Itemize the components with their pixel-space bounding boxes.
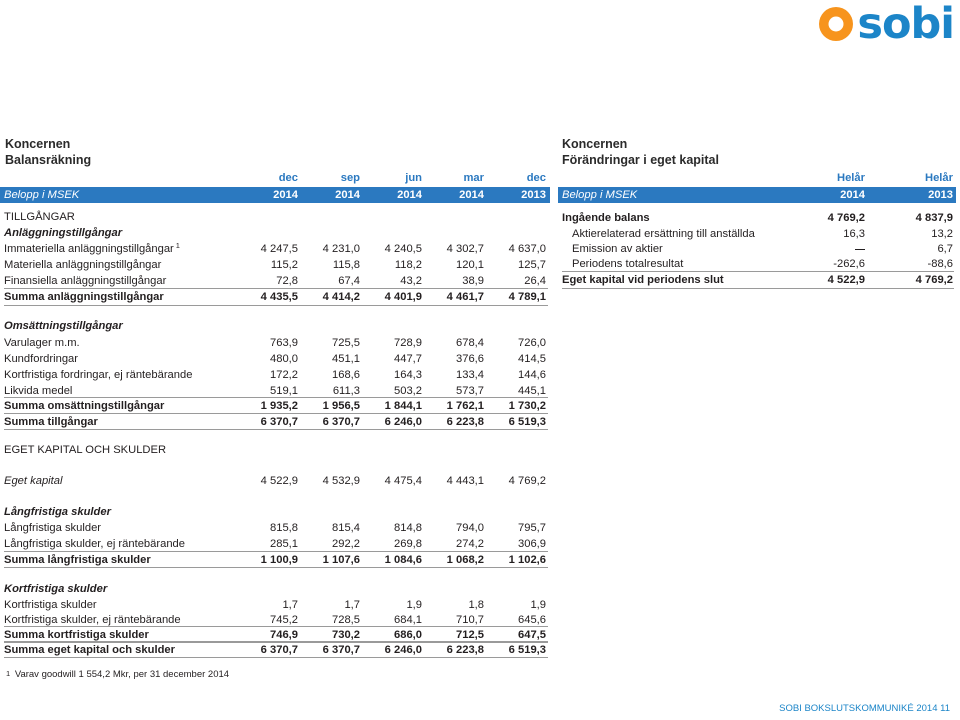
cell: 4 522,9 xyxy=(827,274,865,286)
cell: 4 769,2 xyxy=(915,274,953,286)
cell: 746,9 xyxy=(270,629,298,641)
sobi-logo-mark-icon xyxy=(818,6,854,42)
cell: 6 370,7 xyxy=(260,416,298,428)
cell: 133,4 xyxy=(456,369,484,381)
row-label: Långfristiga skulder, ej räntebärande xyxy=(4,538,185,550)
cell: 4 769,2 xyxy=(827,212,865,224)
table-row xyxy=(562,226,954,242)
cell: 1 762,1 xyxy=(446,400,484,412)
period-label: jun xyxy=(405,172,422,184)
cell: 763,9 xyxy=(270,337,298,349)
cell: 144,6 xyxy=(518,369,546,381)
cell: 4 231,0 xyxy=(322,243,360,255)
cell: 6 223,8 xyxy=(446,644,484,656)
table-row xyxy=(4,273,548,289)
cell: 6 246,0 xyxy=(384,416,422,428)
noncurrent-heading: Anläggningstillgångar xyxy=(4,227,123,239)
period-label: Helår xyxy=(837,172,865,184)
table-row xyxy=(4,241,548,257)
assets-heading: TILLGÅNGAR xyxy=(4,211,75,223)
footnote-marker: 1 xyxy=(175,241,180,250)
cell: 6 246,0 xyxy=(384,644,422,656)
year-label: 2014 xyxy=(273,189,298,201)
cell: 519,1 xyxy=(270,385,298,397)
cell: 4 247,5 xyxy=(260,243,298,255)
cell: 6 223,8 xyxy=(446,416,484,428)
cell: 815,8 xyxy=(270,522,298,534)
table-row xyxy=(562,210,954,226)
cell: 115,2 xyxy=(270,259,298,271)
unit-label: Belopp i MSEK xyxy=(4,189,80,201)
cell: 43,2 xyxy=(400,275,422,287)
sum-row xyxy=(4,551,548,568)
cell: 4 532,9 xyxy=(322,475,360,487)
cell: 445,1 xyxy=(518,385,546,397)
row-label: Immateriella anläggningstillgångar $^1$ xyxy=(4,241,180,255)
year-label: 2013 xyxy=(928,189,953,201)
cell: 645,6 xyxy=(518,614,546,626)
sum-row xyxy=(4,288,548,306)
cell: 125,7 xyxy=(518,259,546,271)
table-row xyxy=(4,335,548,351)
cell: 1 068,2 xyxy=(446,554,484,566)
row-label: Kundfordringar xyxy=(4,353,79,365)
cell: 795,7 xyxy=(518,522,546,534)
cell: 1 730,2 xyxy=(508,400,546,412)
table-row xyxy=(562,256,954,272)
cell: 13,2 xyxy=(931,228,953,240)
footnote xyxy=(6,669,229,680)
cell: 1 935,2 xyxy=(260,400,298,412)
row-label: Periodens totalresultat xyxy=(572,258,684,270)
cell: 6,7 xyxy=(937,243,953,255)
row-label: Långfristiga skulder xyxy=(4,522,102,534)
cell: 26,4 xyxy=(524,275,546,287)
cell: 72,8 xyxy=(276,275,298,287)
row-label: Emission av aktier xyxy=(572,243,663,255)
sum-row xyxy=(4,397,548,414)
right-title-company: Koncernen xyxy=(562,137,628,151)
year-label: 2014 xyxy=(335,189,360,201)
cell: 745,2 xyxy=(270,614,298,626)
year-label: 2014 xyxy=(397,189,422,201)
cell: 686,0 xyxy=(394,629,422,641)
cell: 38,9 xyxy=(462,275,484,287)
cell: 451,1 xyxy=(332,353,360,365)
cell: 678,4 xyxy=(456,337,484,349)
sum-row xyxy=(562,271,954,289)
row-label: Eget kapital xyxy=(4,475,63,487)
unit-label: Belopp i MSEK xyxy=(562,189,638,201)
cell: 1 084,6 xyxy=(384,554,422,566)
period-label: dec xyxy=(278,172,298,184)
dash-mark xyxy=(855,249,865,250)
table-row xyxy=(4,367,548,383)
row-label: Summa anläggningstillgångar xyxy=(4,291,164,303)
table-row xyxy=(4,473,548,489)
left-title-statement: Balansräkning xyxy=(5,153,92,167)
cell: 285,1 xyxy=(270,538,298,550)
row-label: Materiella anläggningstillgångar xyxy=(4,259,162,271)
cell: 1 956,5 xyxy=(322,400,360,412)
left-period-header xyxy=(4,170,548,186)
footnote-mark: 1 xyxy=(6,669,11,678)
row-label: Finansiella anläggningstillgångar xyxy=(4,275,167,287)
row-label: Likvida medel xyxy=(4,385,73,397)
cell: 6 370,7 xyxy=(260,644,298,656)
current-heading: Omsättningstillgångar xyxy=(4,320,123,332)
table-row xyxy=(562,241,954,257)
cell: 503,2 xyxy=(394,385,422,397)
cell: 730,2 xyxy=(332,629,360,641)
table-row xyxy=(4,536,548,552)
cell: 815,4 xyxy=(332,522,360,534)
year-label: 2014 xyxy=(459,189,484,201)
cell: 164,3 xyxy=(394,369,422,381)
cell: 712,5 xyxy=(456,629,484,641)
cell: 376,6 xyxy=(456,353,484,365)
row-label: Ingående balans xyxy=(562,212,650,224)
cell-dash xyxy=(810,241,865,257)
row-label: Kortfristiga fordringar, ej räntebärande xyxy=(4,369,193,381)
cell: 480,0 xyxy=(270,353,298,365)
period-label: dec xyxy=(526,172,546,184)
year-label: 2013 xyxy=(521,189,546,201)
cell: 6 519,3 xyxy=(508,416,546,428)
cell: 684,1 xyxy=(394,614,422,626)
longterm-heading: Långfristiga skulder xyxy=(4,506,111,518)
cell: 306,9 xyxy=(518,538,546,550)
cell: 4 443,1 xyxy=(446,475,484,487)
table-row xyxy=(4,520,548,536)
cell: 1,8 xyxy=(468,599,484,611)
row-label: Aktierelaterad ersättning till anställda xyxy=(572,228,755,240)
cell: 647,5 xyxy=(518,629,546,641)
cell: 1 100,9 xyxy=(260,554,298,566)
cell: 4 461,7 xyxy=(446,291,484,303)
left-year-header xyxy=(0,187,550,203)
row-label: Summa kortfristiga skulder xyxy=(4,629,149,641)
row-label: Kortfristiga skulder xyxy=(4,599,97,611)
cell: -262,6 xyxy=(833,258,865,270)
cell: 1 107,6 xyxy=(322,554,360,566)
cell: 4 637,0 xyxy=(508,243,546,255)
cell: 6 519,3 xyxy=(508,644,546,656)
cell: 4 475,4 xyxy=(384,475,422,487)
right-period-header xyxy=(560,170,954,186)
cell: 726,0 xyxy=(518,337,546,349)
cell: 6 370,7 xyxy=(322,644,360,656)
cell: 447,7 xyxy=(394,353,422,365)
row-label: Kortfristiga skulder, ej räntebärande xyxy=(4,614,181,626)
table-row xyxy=(4,351,548,367)
cell: 269,8 xyxy=(394,538,422,550)
cell: 728,5 xyxy=(332,614,360,626)
cell: 115,8 xyxy=(332,259,360,271)
cell: 16,3 xyxy=(843,228,865,240)
cell: 4 789,1 xyxy=(508,291,546,303)
row-label: Summa tillgångar xyxy=(4,416,98,428)
cell: 4 240,5 xyxy=(384,243,422,255)
cell: 710,7 xyxy=(456,614,484,626)
right-year-header xyxy=(558,187,956,203)
cell: 6 370,7 xyxy=(322,416,360,428)
cell: 4 837,9 xyxy=(915,212,953,224)
row-label: Eget kapital vid periodens slut xyxy=(562,274,724,286)
cell: 794,0 xyxy=(456,522,484,534)
cell: 168,6 xyxy=(332,369,360,381)
table-row xyxy=(4,597,548,613)
cell: 4 414,2 xyxy=(322,291,360,303)
shortterm-heading: Kortfristiga skulder xyxy=(4,583,108,595)
cell: 67,4 xyxy=(338,275,360,287)
period-label: mar xyxy=(463,172,484,184)
cell: 728,9 xyxy=(394,337,422,349)
row-label: Summa omsättningstillgångar xyxy=(4,400,165,412)
cell: 1,7 xyxy=(344,599,360,611)
left-title-company: Koncernen xyxy=(5,137,71,151)
cell: 1,9 xyxy=(530,599,546,611)
right-title-statement: Förändringar i eget kapital xyxy=(562,153,719,167)
cell: 4 302,7 xyxy=(446,243,484,255)
cell: 4 769,2 xyxy=(508,475,546,487)
cell: 120,1 xyxy=(456,259,484,271)
cell: -88,6 xyxy=(927,258,953,270)
table-row xyxy=(4,257,548,273)
period-label: Helår xyxy=(925,172,953,184)
cell: 1 844,1 xyxy=(384,400,422,412)
row-label: Varulager m.m. xyxy=(4,337,80,349)
cell: 573,7 xyxy=(456,385,484,397)
cell: 4 522,9 xyxy=(260,475,298,487)
cell: 118,2 xyxy=(394,259,422,271)
cell: 1,9 xyxy=(406,599,422,611)
cell: 274,2 xyxy=(456,538,484,550)
cell: 4 401,9 xyxy=(384,291,422,303)
year-label: 2014 xyxy=(840,189,865,201)
equity-liabilities-heading: EGET KAPITAL OCH SKULDER xyxy=(4,444,167,456)
cell: 814,8 xyxy=(394,522,422,534)
logo-wordmark: sobi xyxy=(857,0,954,49)
sobi-logo xyxy=(818,0,954,49)
cell: 1,7 xyxy=(282,599,298,611)
footnote-text: Varav goodwill 1 554,2 Mkr, per 31 december 2014 xyxy=(14,669,230,680)
cell: 1 102,6 xyxy=(508,554,546,566)
row-label: Summa långfristiga skulder xyxy=(4,554,151,566)
cell: 414,5 xyxy=(518,353,546,365)
cell: 611,3 xyxy=(332,385,360,397)
cell: 725,5 xyxy=(332,337,360,349)
total-row xyxy=(4,413,548,430)
period-label: sep xyxy=(340,172,360,184)
row-label: Summa eget kapital och skulder xyxy=(4,644,175,656)
total-row xyxy=(4,641,548,658)
page-footer: SOBI BOKSLUTSKOMMUNIKÉ 2014 11 xyxy=(779,703,950,714)
cell: 292,2 xyxy=(332,538,360,550)
cell: 4 435,5 xyxy=(260,291,298,303)
cell: 172,2 xyxy=(270,369,298,381)
